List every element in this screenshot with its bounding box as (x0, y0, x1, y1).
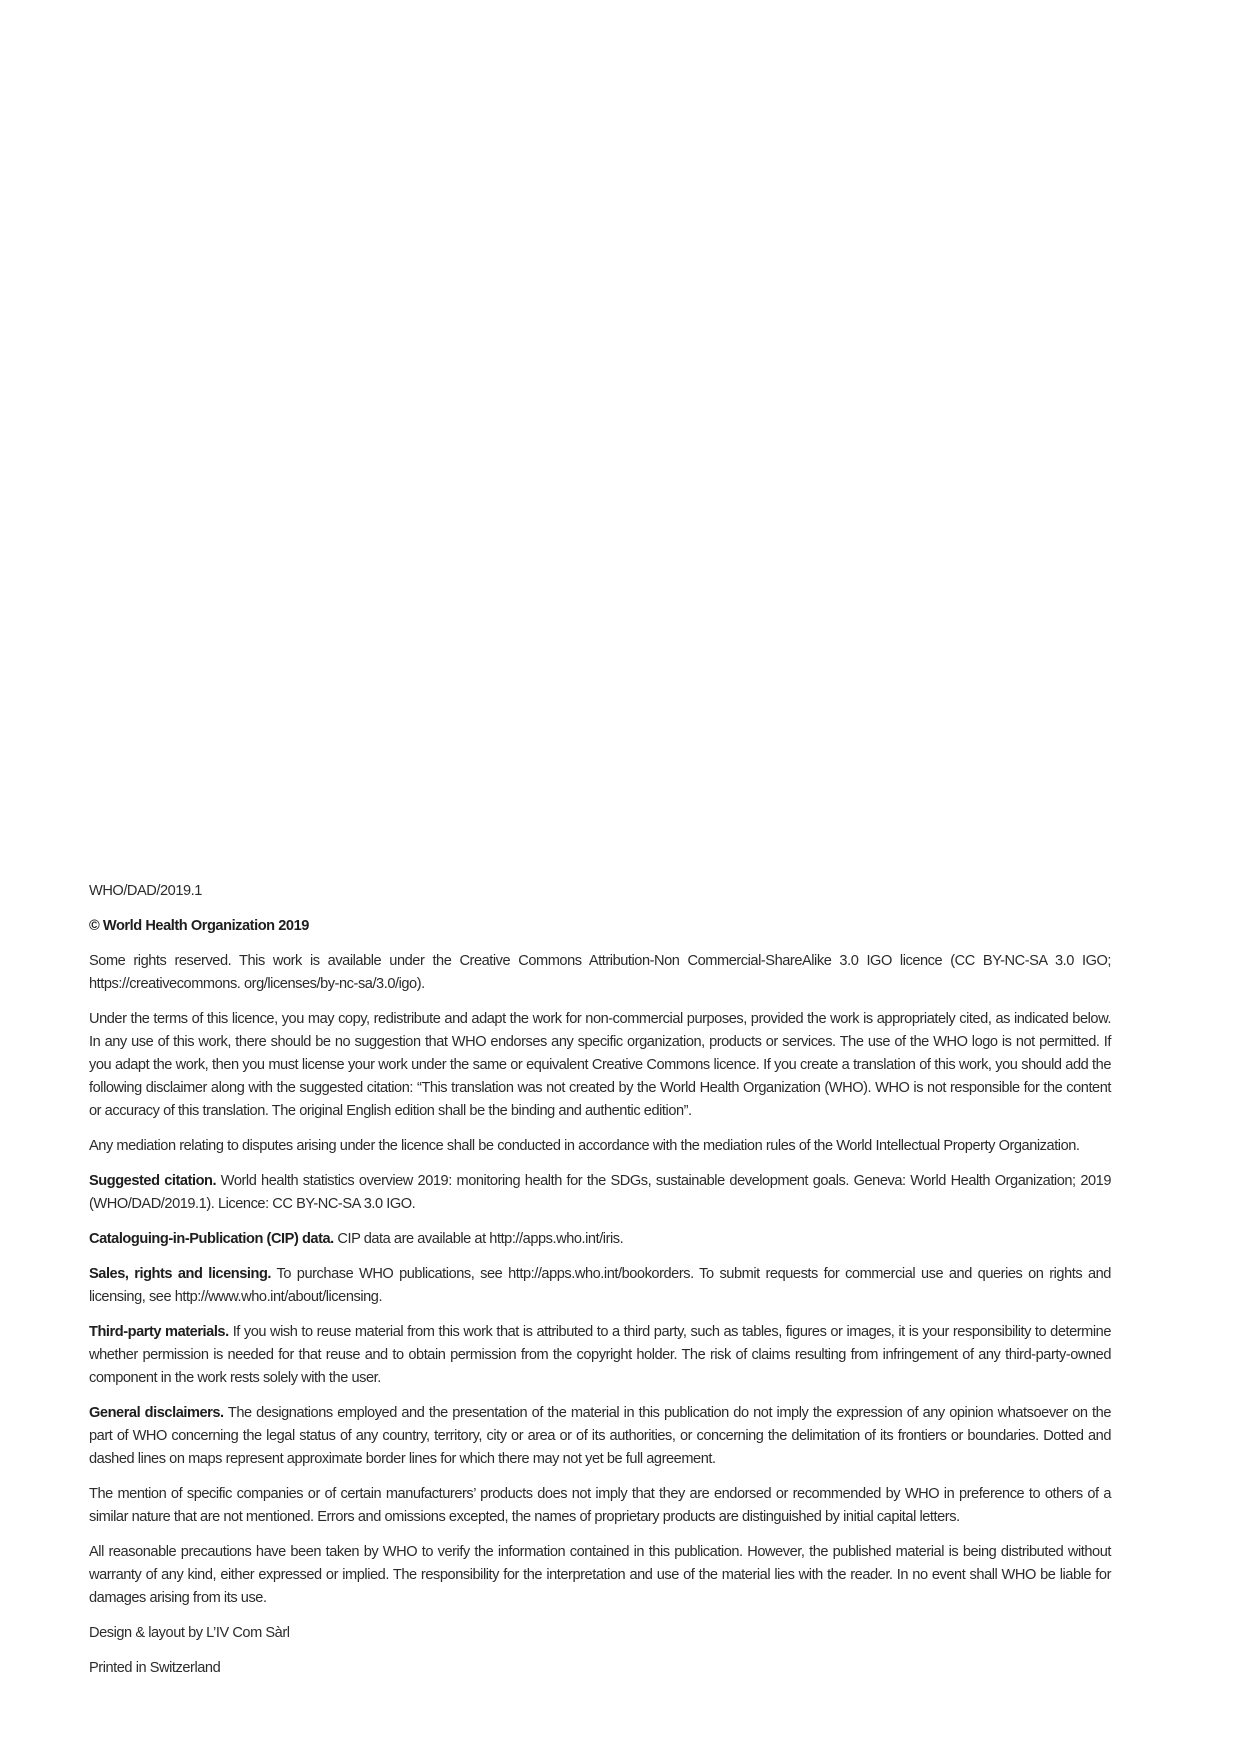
third-party-label: Third-party materials. (89, 1324, 229, 1340)
suggested-citation-label: Suggested citation. (89, 1173, 217, 1189)
design-credit: Design & layout by L’IV Com Sàrl (89, 1625, 290, 1641)
mention-paragraph: The mention of specific companies or of certain manufacturers’ products does not imply that they are endorsed or recommended by WHO in preference to others of a similar nature that are not mentioned. Errors and omissions excepted, the names of proprietary products are distinguished by initial capital letters. (89, 1486, 1111, 1525)
third-party-text: If you wish to reuse material from this work that is attributed to a third party, such as tables, figures or images, it is your responsibility to determine whether permission is needed for that reuse and to obtain permission from the copyright holder. The risk of claims resulting from infringement of any third-party-owned component in the work rests solely with the user. (89, 1324, 1112, 1386)
suggested-citation-text: World health statistics overview 2019: monitoring health for the SDGs, sustainable development goals. Geneva: World Health Organization; 2019 (WHO/DAD/2019.1). Licence: CC BY-NC-SA 3.0 IGO. (89, 1173, 1111, 1212)
cip-paragraph (89, 1228, 1111, 1251)
document-code: WHO/DAD/2019.1 (89, 883, 202, 899)
rights-paragraph: Some rights reserved. This work is available under the Creative Commons Attribution-Non Commercial-ShareAlike 3.0 IGO licence (CC BY-NC-SA 3.0 IGO; https://creativecommons. org/licenses/by-nc-sa/3.0/igo). (89, 953, 1111, 992)
general-disclaimers-paragraph (89, 1402, 1111, 1471)
third-party-paragraph (89, 1321, 1111, 1390)
general-disclaimers-text: The designations employed and the presentation of the material in this publication do not imply the expression of any opinion whatsoever on the part of WHO concerning the legal status of any country, territory, city or area or of its authorities, or concerning the delimitation of its frontiers or boundaries. Dotted and dashed lines on maps represent approximate border lines for which there may not yet be full agreement. (89, 1405, 1111, 1467)
cip-label: Cataloguing-in-Publication (CIP) data. (89, 1231, 334, 1247)
copyright-notice: © World Health Organization 2019 (89, 918, 309, 934)
printed-in: Printed in Switzerland (89, 1660, 221, 1676)
copyright-page (89, 880, 1111, 1692)
sales-label: Sales, rights and licensing. (89, 1266, 272, 1282)
licence-terms-paragraph: Under the terms of this licence, you may copy, redistribute and adapt the work for non-commercial purposes, provided the work is appropriately cited, as indicated below. In any use of this work, there should be no suggestion that WHO endorses any specific organization, products or services. The use of the WHO logo is not permitted. If you adapt the work, then you must license your work under the same or equivalent Creative Commons licence. If you create a translation of this work, you should add the following disclaimer along with the suggested citation: “This translation was not created by the World Health Organization (WHO). WHO is not responsible for the content or accuracy of this translation. The original English edition shall be the binding and authentic edition”. (89, 1011, 1111, 1119)
sales-text: To purchase WHO publications, see http://apps.who.int/bookorders. To submit requests for commercial use and queries on rights and licensing, see http://www.who.int/about/licensing. (89, 1266, 1111, 1305)
mediation-paragraph: Any mediation relating to disputes arising under the licence shall be conducted in accordance with the mediation rules of the World Intellectual Property Organization. (89, 1138, 1080, 1154)
sales-paragraph (89, 1263, 1111, 1309)
precautions-paragraph: All reasonable precautions have been taken by WHO to verify the information contained in this publication. However, the published material is being distributed without warranty of any kind, either expressed or implied. The responsibility for the interpretation and use of the material lies with the reader. In no event shall WHO be liable for damages arising from its use. (89, 1544, 1111, 1606)
suggested-citation-paragraph (89, 1170, 1111, 1216)
cip-text: CIP data are available at http://apps.who.int/iris. (337, 1231, 624, 1247)
general-disclaimers-label: General disclaimers. (89, 1405, 224, 1421)
